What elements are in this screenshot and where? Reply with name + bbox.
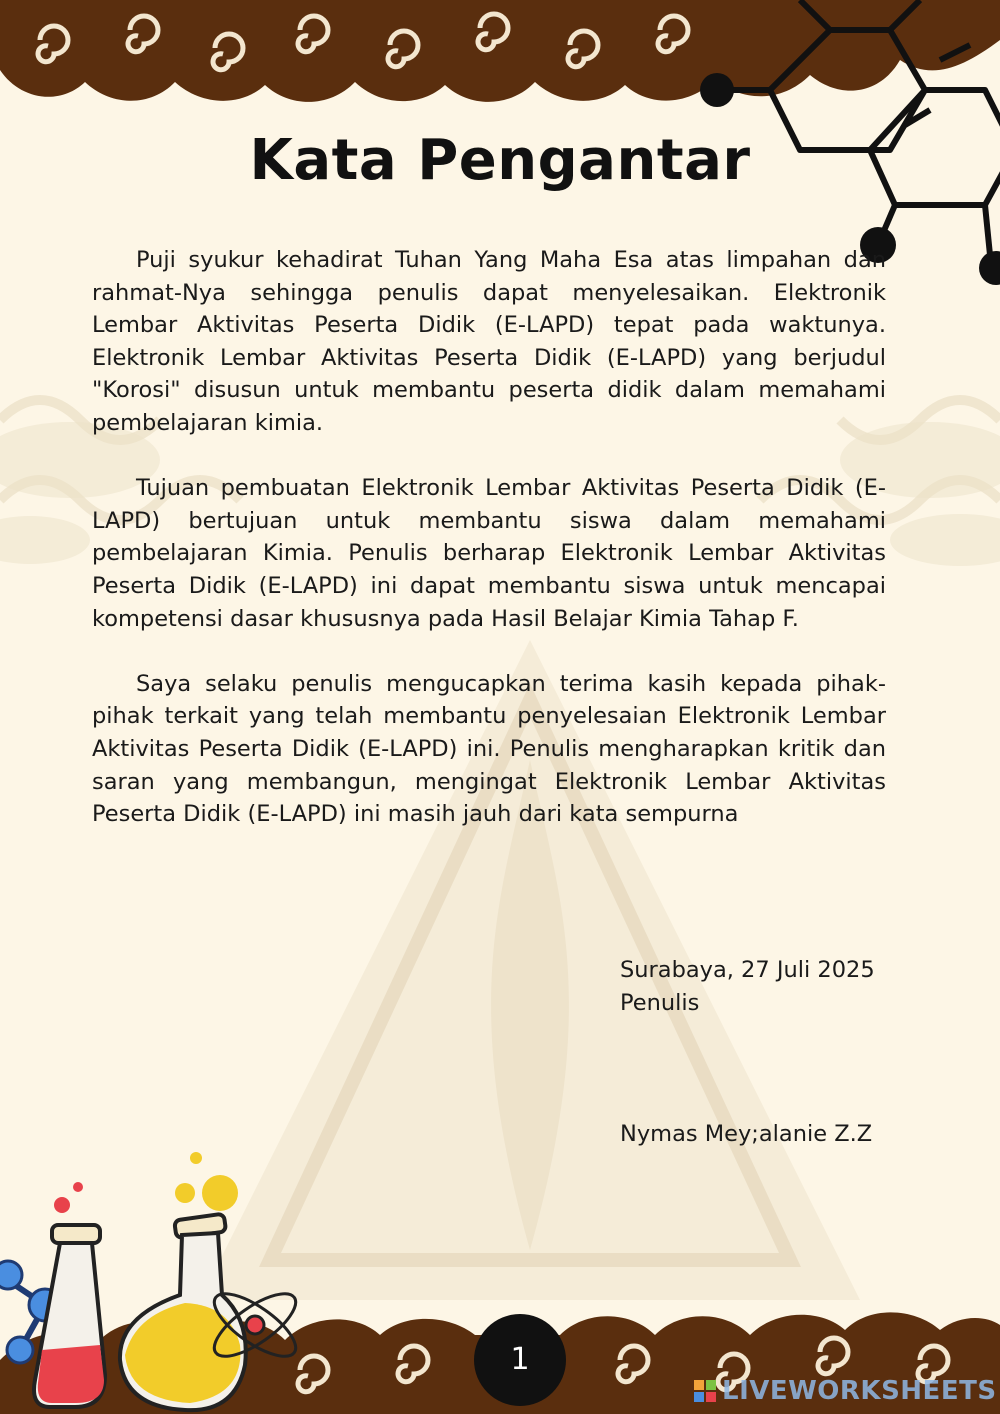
liveworksheets-logo-icon bbox=[694, 1380, 716, 1402]
lab-flasks-illustration bbox=[0, 1145, 330, 1414]
paragraph-2: Tujuan pembuatan Elektronik Lembar Aktivitas Peserta Didik (E-LAPD) bertujuan untuk membantu siswa dalam memahami pembelajaran Kimia. Penulis berharap Elektronik Lembar Aktivitas Peserta Didik (E-LAPD) ini dapat membantu siswa untuk mencapai kompetensi dasar khususnya pada Hasil Belajar Kimia Tahap F. bbox=[92, 475, 886, 632]
place-date: Surabaya, 27 Juli 2025 bbox=[620, 957, 875, 983]
paragraph-3: Saya selaku penulis mengucapkan terima kasih kepada pihak-pihak terkait yang telah membantu penyelesaian Elektronik Lembar Aktivitas Peserta Didik (E-LAPD) ini. Penulis mengharapkan kritik dan saran yang membangun, mengingat Elektronik Lembar Aktivitas Peserta Didik (E-LAPD) ini masih jauh dari kata sempurna bbox=[92, 670, 886, 828]
page-title: Kata Pengantar bbox=[249, 128, 751, 193]
paragraph-1: Puji syukur kehadirat Tuhan Yang Maha Esa atas limpahan dan rahmat-Nya sehingga penulis dapat menyelesaikan. Elektronik Lembar Aktivitas Peserta Didik (E-LAPD) tepat pada waktunya. Elektronik Lembar Aktivitas Peserta Didik (E-LAPD) yang berjudul "Korosi" disusun untuk membantu peserta didik dalam memahami pembelajaran kimia. bbox=[92, 247, 886, 436]
author-role: Penulis bbox=[620, 990, 700, 1016]
body-text bbox=[92, 244, 886, 863]
author-name: Nymas Mey;alanie Z.Z bbox=[620, 1121, 873, 1147]
flask-yellow-icon bbox=[120, 1152, 246, 1410]
page-number-badge: 1 bbox=[474, 1314, 566, 1406]
liveworksheets-watermark: LIVEWORKSHEETS bbox=[722, 1376, 997, 1406]
